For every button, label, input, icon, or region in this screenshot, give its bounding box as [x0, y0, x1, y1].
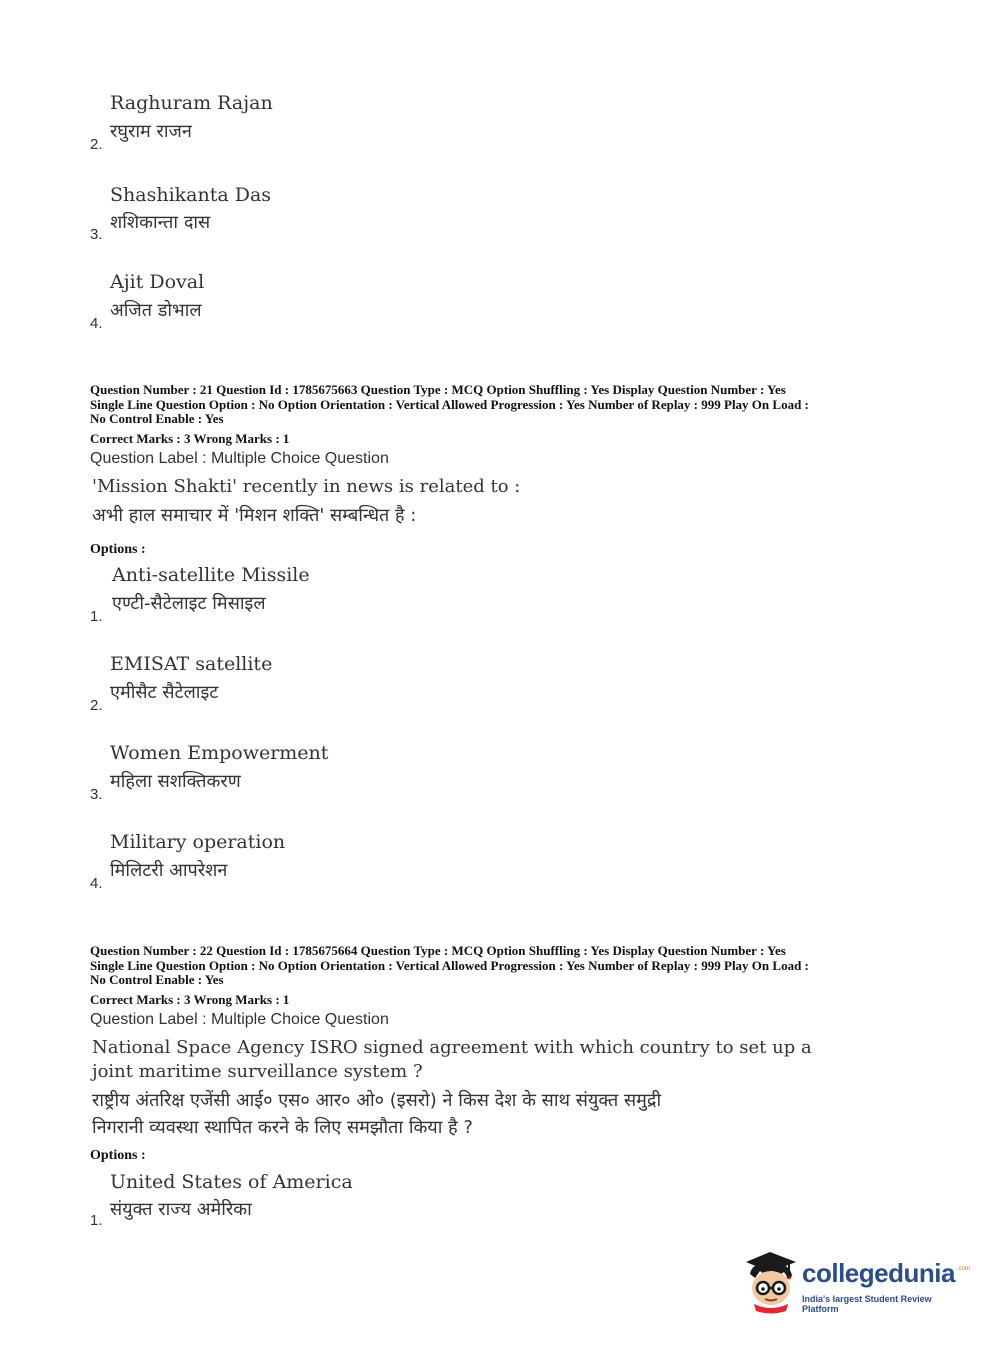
option-number: 4.: [90, 875, 103, 892]
question-meta-line: Single Line Question Option : No Option Orientation : Vertical Allowed Progression : Yes Number of Replay : 999 Play On Load :: [90, 958, 809, 973]
question-text-hi-line-2: निगरानी व्यवस्था स्थापित करने के लिए समझौता किया है ?: [92, 1117, 473, 1138]
option-number: 3.: [90, 786, 103, 803]
question-text-hi-line-1: राष्ट्रीय अंतरिक्ष एजेंसी आई० एस० आर० ओ० (इसरो) ने किस देश के साथ संयुक्त समुद्री: [92, 1090, 662, 1111]
option-text-en: Military operation: [110, 831, 286, 853]
question-meta-line: No Control Enable : Yes: [90, 411, 224, 426]
logo-mascot-icon: [740, 1248, 802, 1316]
option-text-hi: एण्टी-सैटेलाइट मिसाइल: [112, 593, 266, 614]
question-text-hi: अभी हाल समाचार में 'मिशन शक्ति' सम्बन्धित है :: [92, 505, 417, 526]
question-text-en: 'Mission Shakti' recently in news is related to :: [92, 476, 521, 497]
option-number: 1.: [90, 608, 103, 625]
option-text-en: Shashikanta Das: [110, 184, 272, 206]
option-text-hi: रघुराम राजन: [110, 121, 192, 142]
question-marks: Correct Marks : 3 Wrong Marks : 1: [90, 992, 290, 1007]
options-label: Options :: [90, 1148, 146, 1163]
option-number: 4.: [90, 315, 103, 332]
question-marks: Correct Marks : 3 Wrong Marks : 1: [90, 431, 290, 446]
logo-domain: .com: [957, 1266, 971, 1272]
option-text-en: Ajit Doval: [110, 271, 205, 293]
option-text-hi: एमीसैट सैटेलाइट: [110, 682, 219, 703]
option-number: 1.: [90, 1212, 103, 1229]
question-meta-line: Question Number : 21 Question Id : 1785675663 Question Type : MCQ Option Shuffling : Yes Display Question Number : Yes: [90, 382, 786, 397]
option-text-en: Raghuram Rajan: [110, 92, 273, 114]
option-text-hi: अजित डोभाल: [110, 300, 202, 321]
question-meta-line: Question Number : 22 Question Id : 1785675664 Question Type : MCQ Option Shuffling : Yes Display Question Number : Yes: [90, 943, 786, 958]
option-number: 2.: [90, 697, 103, 714]
option-text-en: Women Empowerment: [110, 742, 329, 764]
option-text-hi: महिला सशक्तिकरण: [110, 771, 241, 792]
option-text-hi: संयुक्त राज्य अमेरिका: [110, 1199, 252, 1220]
option-text-hi: मिलिटरी आपरेशन: [110, 860, 228, 881]
collegedunia-logo: [740, 1248, 970, 1316]
option-text-en: EMISAT satellite: [110, 653, 273, 675]
question-meta-line: Single Line Question Option : No Option Orientation : Vertical Allowed Progression : Yes Number of Replay : 999 Play On Load :: [90, 397, 809, 412]
options-label: Options :: [90, 542, 146, 557]
logo-tagline: India's largest Student Review Platform: [802, 1294, 932, 1314]
question-label: Question Label : Multiple Choice Question: [90, 1011, 389, 1028]
question-meta-line: No Control Enable : Yes: [90, 972, 224, 987]
option-text-en: United States of America: [110, 1171, 353, 1193]
option-text-hi: शशिकान्ता दास: [110, 212, 211, 233]
option-number: 3.: [90, 226, 103, 243]
question-text-en-line-1: National Space Agency ISRO signed agreement with which country to set up a: [92, 1037, 812, 1058]
option-number: 2.: [90, 136, 103, 153]
question-text-en-line-2: joint maritime surveillance system ?: [92, 1061, 423, 1082]
option-text-en: Anti-satellite Missile: [112, 564, 310, 586]
question-label: Question Label : Multiple Choice Question: [90, 450, 389, 467]
logo-wordmark: collegedunia: [802, 1258, 955, 1288]
